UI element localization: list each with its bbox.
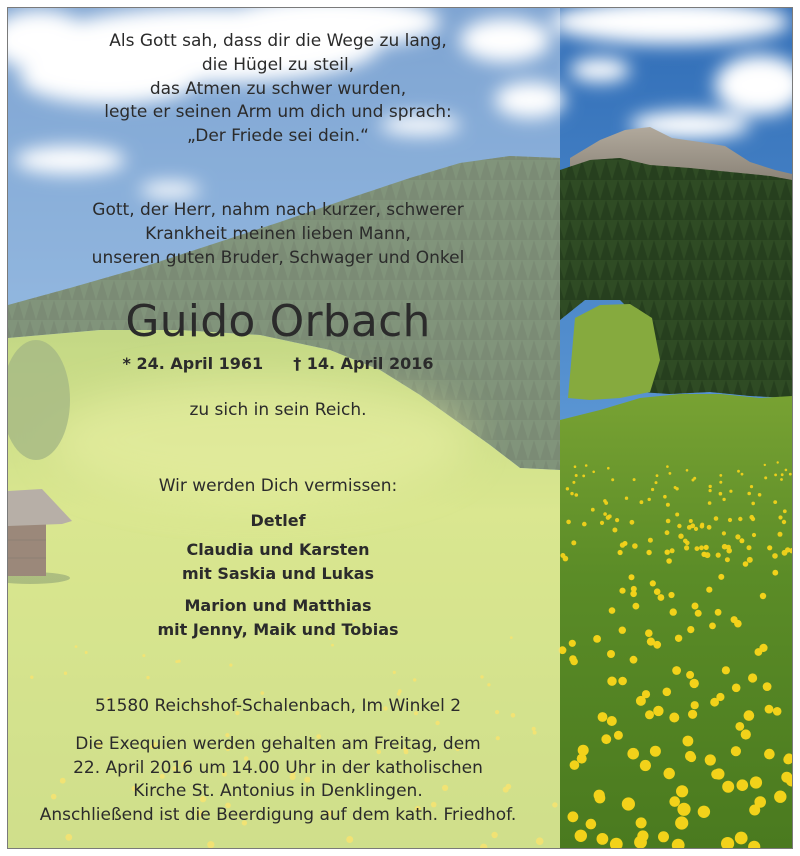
dandelion (750, 776, 762, 788)
dandelion (633, 603, 640, 610)
dandelion (705, 754, 716, 765)
dandelion (633, 478, 636, 481)
dandelion (747, 545, 752, 550)
dandelion (646, 550, 651, 555)
dandelion (676, 785, 688, 797)
dandelion (631, 586, 637, 592)
dandelion (569, 655, 576, 662)
dandelion (735, 832, 748, 845)
dandelion (592, 471, 595, 474)
dandelion (789, 473, 792, 476)
mourner-name: mit Saskia und Lukas (181, 564, 375, 583)
dandelion (722, 781, 734, 793)
dandelion (570, 760, 580, 770)
dandelion (611, 478, 614, 481)
dandelion (615, 518, 619, 522)
dandelion (751, 502, 755, 506)
mourner-name: mit Jenny, Maik und Tobias (157, 619, 399, 639)
dandelion (670, 548, 675, 553)
dandelion (707, 525, 712, 530)
birth-date: * 24. April 1961 (122, 354, 264, 373)
mourner-name: Claudia und Karsten (186, 540, 370, 559)
service-line: 22. April 2016 um 14.00 Uhr in der katholischen (73, 757, 483, 778)
dandelion (731, 616, 738, 623)
dandelion (650, 580, 656, 586)
dandelion (750, 485, 753, 488)
dandelion (642, 690, 650, 698)
dandelion (741, 473, 744, 476)
dandelion (637, 830, 648, 841)
dandelion (658, 831, 669, 842)
closing-line: zu sich in sein Reich. (189, 400, 367, 420)
dandelion (575, 493, 579, 497)
dandelion (647, 638, 655, 646)
dandelion (722, 666, 730, 674)
dandelion (777, 461, 779, 463)
dandelion (687, 626, 694, 633)
dandelion (612, 528, 617, 533)
dandelion (666, 558, 672, 564)
dandelion (774, 474, 777, 477)
dandelion (758, 493, 762, 497)
dandelion (778, 515, 782, 519)
dandelion (675, 635, 682, 642)
dandelion (741, 729, 751, 739)
dandelion (747, 492, 751, 496)
dandelion (719, 492, 723, 496)
dandelion (764, 749, 775, 760)
dandelion (677, 524, 681, 528)
dandelion (783, 509, 787, 513)
dandelion (678, 534, 683, 539)
poem (8, 30, 548, 149)
dandelion (709, 623, 716, 630)
dandelion (603, 512, 607, 516)
dandelion (686, 469, 689, 472)
dandelion (651, 488, 654, 491)
dandelion (578, 745, 589, 756)
dandelion (653, 706, 663, 716)
dandelion (569, 640, 576, 647)
dandelion (582, 522, 587, 527)
dandelion (645, 710, 654, 719)
dandelion (658, 594, 665, 601)
dandelion (684, 545, 689, 550)
dandelion (786, 775, 798, 787)
dandelion (601, 734, 611, 744)
life-dates (8, 352, 548, 376)
service-line: Die Exequien werden gehalten am Freitag, dem (75, 734, 481, 754)
dandelion (607, 716, 617, 726)
dandelion (666, 519, 671, 524)
dandelion (752, 533, 756, 537)
dandelion (687, 525, 692, 530)
dandelion (675, 816, 688, 829)
dandelion (640, 760, 651, 771)
announcement-line: unseren guten Bruder, Schwager und Onkel (91, 248, 465, 268)
dandelion (748, 841, 760, 853)
dandelion (764, 464, 766, 466)
dandelion (683, 736, 694, 747)
dandelion (755, 648, 763, 656)
dandelion (729, 490, 732, 493)
dandelion (714, 516, 719, 521)
dandelion (781, 473, 784, 476)
mourner-name: Detlef (250, 511, 306, 530)
dandelion (630, 520, 635, 525)
dandelion (619, 627, 626, 634)
dandelion (722, 544, 728, 550)
dandelion (619, 588, 625, 594)
dandelion (560, 553, 565, 558)
dandelion (685, 751, 695, 761)
dandelion (685, 541, 690, 546)
dandelion (749, 805, 760, 816)
dandelion (782, 520, 786, 524)
dandelion (568, 811, 579, 822)
dandelion (582, 475, 585, 478)
dandelion (591, 508, 595, 512)
dandelion (708, 501, 712, 505)
dandelion (780, 478, 783, 481)
dandelion (716, 553, 721, 558)
dandelion (627, 748, 639, 760)
dandelion (692, 479, 695, 482)
mourner-group (8, 594, 548, 641)
poem-line: legte er seinen Arm um dich und sprach: (104, 102, 452, 123)
dandelion (618, 677, 627, 686)
dandelion (574, 465, 577, 468)
dandelion (737, 779, 749, 791)
dandelion (725, 557, 730, 562)
dandelion (575, 474, 578, 477)
dandelion (716, 693, 724, 701)
dandelion (571, 540, 576, 545)
dandelion (738, 517, 742, 521)
dandelion (695, 546, 700, 551)
dandelion (675, 513, 679, 517)
dandelion (632, 543, 638, 549)
dandelion (773, 707, 782, 716)
dandelion (692, 603, 699, 610)
dandelion (695, 610, 702, 617)
family-address: 51580 Reichshof-Schalenbach, Im Winkel 2 (94, 696, 462, 716)
dandelion (688, 710, 697, 719)
dandelion (763, 682, 772, 691)
dandelion (609, 607, 616, 614)
dandelion (666, 465, 669, 468)
dandelion (669, 796, 680, 807)
dandelion (739, 538, 744, 543)
dandelion (778, 532, 783, 537)
poem-line: „Der Friede sei dein.“ (187, 126, 369, 147)
mourners-heading: Wir werden Dich vermissen: (158, 476, 398, 496)
dandelion (731, 746, 741, 756)
dandelion (585, 464, 588, 467)
dandelion (625, 497, 628, 500)
dandelion (774, 791, 786, 803)
dandelion (704, 545, 709, 550)
dandelion (655, 481, 658, 484)
dandelion (732, 684, 741, 693)
dandelion (650, 746, 661, 757)
dandelion (698, 806, 710, 818)
dandelion (636, 817, 647, 828)
dandelion (630, 656, 638, 664)
announcement-line: Gott, der Herr, nahm nach kurzer, schwerer (92, 200, 464, 220)
dandelion (700, 524, 705, 529)
dandelion (600, 521, 604, 525)
dandelion (603, 499, 607, 503)
cloud (550, 0, 790, 44)
cloud (570, 58, 630, 82)
dandelion (666, 503, 670, 507)
dandelion (654, 588, 661, 595)
dandelion (640, 500, 644, 504)
dandelion (566, 520, 571, 525)
dandelion (594, 790, 605, 801)
dandelion (691, 701, 699, 709)
dandelion (607, 650, 615, 658)
dandelion (614, 731, 623, 740)
mourner-group (8, 538, 548, 586)
dandelion (677, 803, 690, 816)
dandelion (663, 688, 672, 697)
dandelion (699, 545, 704, 550)
dandelion (773, 500, 777, 504)
mourner-name: Marion und Matthias (184, 596, 372, 615)
dandelion (772, 553, 778, 559)
deceased-name: Guido Orbach (125, 296, 431, 347)
dandelion (719, 474, 722, 477)
dandelion (706, 587, 712, 593)
dandelion (663, 495, 667, 499)
dandelion (782, 550, 788, 556)
dandelion (575, 830, 587, 842)
dandelion (709, 489, 712, 492)
dandelion (622, 797, 635, 810)
dandelion (764, 476, 767, 479)
poem-line: die Hügel zu steil, (201, 54, 355, 75)
service-line: Anschließend ist die Beerdigung auf dem kath. Friedhof. (39, 804, 517, 825)
dandelion (668, 592, 674, 598)
dandelion (618, 550, 623, 555)
dandelion (665, 530, 670, 535)
dandelion (675, 487, 678, 490)
dandelion (593, 635, 601, 643)
dandelion (670, 608, 677, 615)
dandelion (760, 593, 766, 599)
dandelion (686, 671, 694, 679)
dandelion (728, 518, 732, 522)
dandelion (709, 485, 712, 488)
dandelion (749, 515, 754, 520)
dandelion (765, 705, 774, 714)
dandelion (715, 609, 722, 616)
dandelion (566, 487, 569, 490)
dandelion (722, 531, 726, 535)
dandelion (767, 545, 772, 550)
announcement (8, 198, 548, 270)
dandelion (665, 550, 670, 555)
dandelion (737, 470, 740, 473)
service-line: Kirche St. Antonius in Denklingen. (133, 781, 423, 801)
dandelion (606, 515, 611, 520)
dandelion (747, 557, 753, 563)
dandelion (735, 722, 744, 731)
forest-clearing (568, 304, 660, 400)
dandelion (598, 712, 608, 722)
dandelion (629, 574, 635, 580)
dandelion (722, 498, 725, 501)
dandelion (713, 768, 724, 779)
dandelion (645, 629, 653, 637)
dandelion (664, 768, 675, 779)
dandelion (648, 498, 651, 501)
dandelion (694, 527, 698, 531)
mourner-group (8, 509, 548, 533)
poem-line: das Atmen zu schwer wurden, (149, 78, 407, 99)
dandelion (597, 833, 609, 845)
dandelion (672, 839, 685, 852)
dandelion (743, 561, 749, 567)
poem-line: Als Gott sah, dass dir die Wege zu lang, (109, 31, 447, 51)
dandelion (689, 519, 693, 523)
dandelion (656, 474, 659, 477)
dandelion (748, 673, 757, 682)
dandelion (735, 534, 740, 539)
dandelion (701, 552, 706, 557)
dandelion (607, 677, 616, 686)
dandelion (572, 481, 575, 484)
dandelion (586, 819, 597, 830)
announcement-line: Krankheit meinen lieben Mann, (145, 224, 411, 244)
dandelion (726, 548, 732, 554)
dandelion (785, 469, 788, 472)
dandelion (718, 574, 724, 580)
dandelion (623, 541, 628, 546)
dandelion (719, 481, 722, 484)
dandelion (772, 570, 778, 576)
dandelion (669, 713, 679, 723)
dandelion (669, 472, 672, 475)
dandelion (648, 538, 653, 543)
funeral-service-info (8, 733, 548, 827)
dandelion (783, 755, 793, 765)
death-date: † 14. April 2016 (293, 354, 434, 373)
dandelion (570, 492, 573, 495)
dandelion (744, 710, 755, 721)
dandelion (672, 666, 681, 675)
dandelion (607, 467, 610, 470)
dandelion (690, 679, 699, 688)
